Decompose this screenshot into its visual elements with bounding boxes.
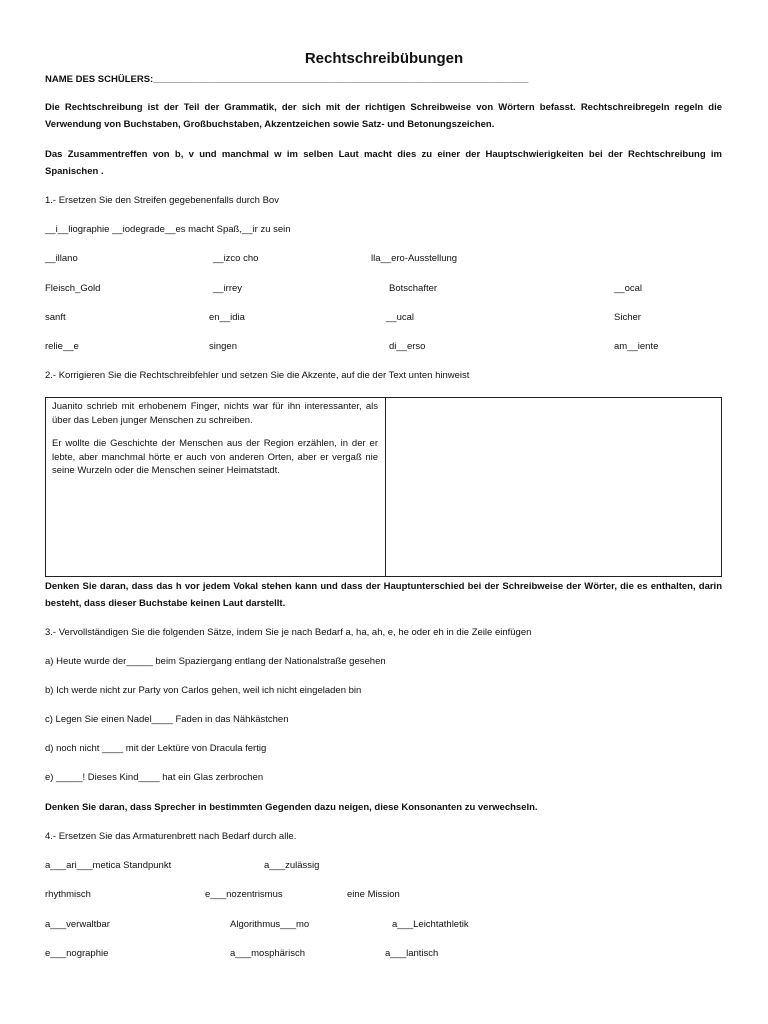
ex4-word: a___ari___metica Standpunkt [45,860,172,871]
exercise-1-heading: 1.- Ersetzen Sie den Streifen gegebenenfalls durch Bov [45,195,279,206]
ex4-word: Algorithmus___mo [230,919,310,930]
ex1-word: Fleisch_Gold [45,283,101,294]
reminder-consonants: Denken Sie daran, dass Sprecher in bestimmten Gegenden dazu neigen, diese Konsonanten zu verwechseln. [45,802,538,813]
ex3-sentence-a: a) Heute wurde der_____ beim Spaziergang entlang der Nationalstraße gesehen [45,656,386,667]
ex4-word: eine Mission [347,889,400,900]
intro-paragraph-2: Das Zusammentreffen von b, v und manchmal w im selben Laut macht dies zu einer der Hauptschwierigkeiten bei der Rechtschreibung im Spanischen . [45,149,722,177]
source-text-cell [52,400,378,488]
ex1-word: __ucal [386,312,414,323]
exercise-1-line: __i__liographie __iodegrade__es macht Spaß,__ir zu sein [45,224,291,235]
ex1-word: __illano [45,253,78,264]
student-name-line: NAME DES SCHÜLERS:_______________________________________________________________________ [45,74,529,85]
ex1-word: Botschafter [389,283,438,294]
ex4-word: e___nozentrismus [205,889,283,900]
ex3-sentence-d: d) noch nicht ____ mit der Lektüre von Dracula fertig [45,743,267,754]
ex1-word: relie__e [45,341,79,352]
source-paragraph-1: Juanito schrieb mit erhobenem Finger, nichts war für ihn interessanter, als über das Leben junger Menschen zu schreiben. [52,401,378,426]
ex4-word: a___verwaltbar [45,919,110,930]
ex1-word: am__iente [614,341,659,352]
page-title: Rechtschreibübungen [304,50,464,67]
ex1-word: lla__ero-Ausstellung [371,253,458,264]
ex1-word: sanft [45,312,66,323]
ex1-word: __irrey [213,283,243,294]
ex1-word: di__erso [389,341,426,352]
ex4-word: a___Leichtathletik [392,919,469,930]
exercise-2-heading: 2.- Korrigieren Sie die Rechtschreibfehler und setzen Sie die Akzente, auf die der Text unten hinweist [45,370,470,381]
ex1-word: __izco cho [213,253,259,264]
ex1-word: en__idia [209,312,245,323]
ex4-word: a___mosphärisch [230,948,305,959]
ex3-sentence-c: c) Legen Sie einen Nadel____ Faden in das Nähkästchen [45,714,289,725]
ex4-word: a___lantisch [385,948,439,959]
ex1-word: Sicher [614,312,641,323]
reminder-h: Denken Sie daran, dass das h vor jedem Vokal stehen kann und dass der Hauptunterschied bei der Schreibweise der Wörter, die es enthalten, darin besteht, dass dieser Buchstabe keinen Laut darstellt. [45,581,722,609]
ex4-word: e___nographie [45,948,109,959]
ex3-sentence-e: e) _____! Dieses Kind____ hat ein Glas zerbrochen [45,772,264,783]
ex4-word: a___zulässig [264,860,320,871]
exercise-4-heading: 4.- Ersetzen Sie das Armaturenbrett nach Bedarf durch alle. [45,831,297,842]
source-paragraph-2: Er wollte die Geschichte der Menschen aus der Region erzählen, in der er lebte, aber manchmal hörte er auch von anderen Orten, aber er vergaß nie seine Wurzeln oder die Menschen seiner Heimatstadt. [52,438,378,476]
ex4-word: rhythmisch [45,889,91,900]
ex1-word: singen [209,341,237,352]
ex1-word: __ocal [614,283,642,294]
exercise-3-heading: 3.- Vervollständigen Sie die folgenden Sätze, indem Sie je nach Bedarf a, ha, ah, e, he oder eh in die Zeile einfügen [45,627,532,638]
ex3-sentence-b: b) Ich werde nicht zur Party von Carlos gehen, weil ich nicht eingeladen bin [45,685,362,696]
correction-table [45,397,722,577]
table-divider [385,398,386,576]
intro-paragraph-1: Die Rechtschreibung ist der Teil der Grammatik, der sich mit der richtigen Schreibweise von Wörtern befasst. Rechtschreibregeln regeln die Verwendung von Buchstaben, Großbuchstaben, Akzentzeichen sowie Satz- und Betonungszeichen. [45,102,722,130]
